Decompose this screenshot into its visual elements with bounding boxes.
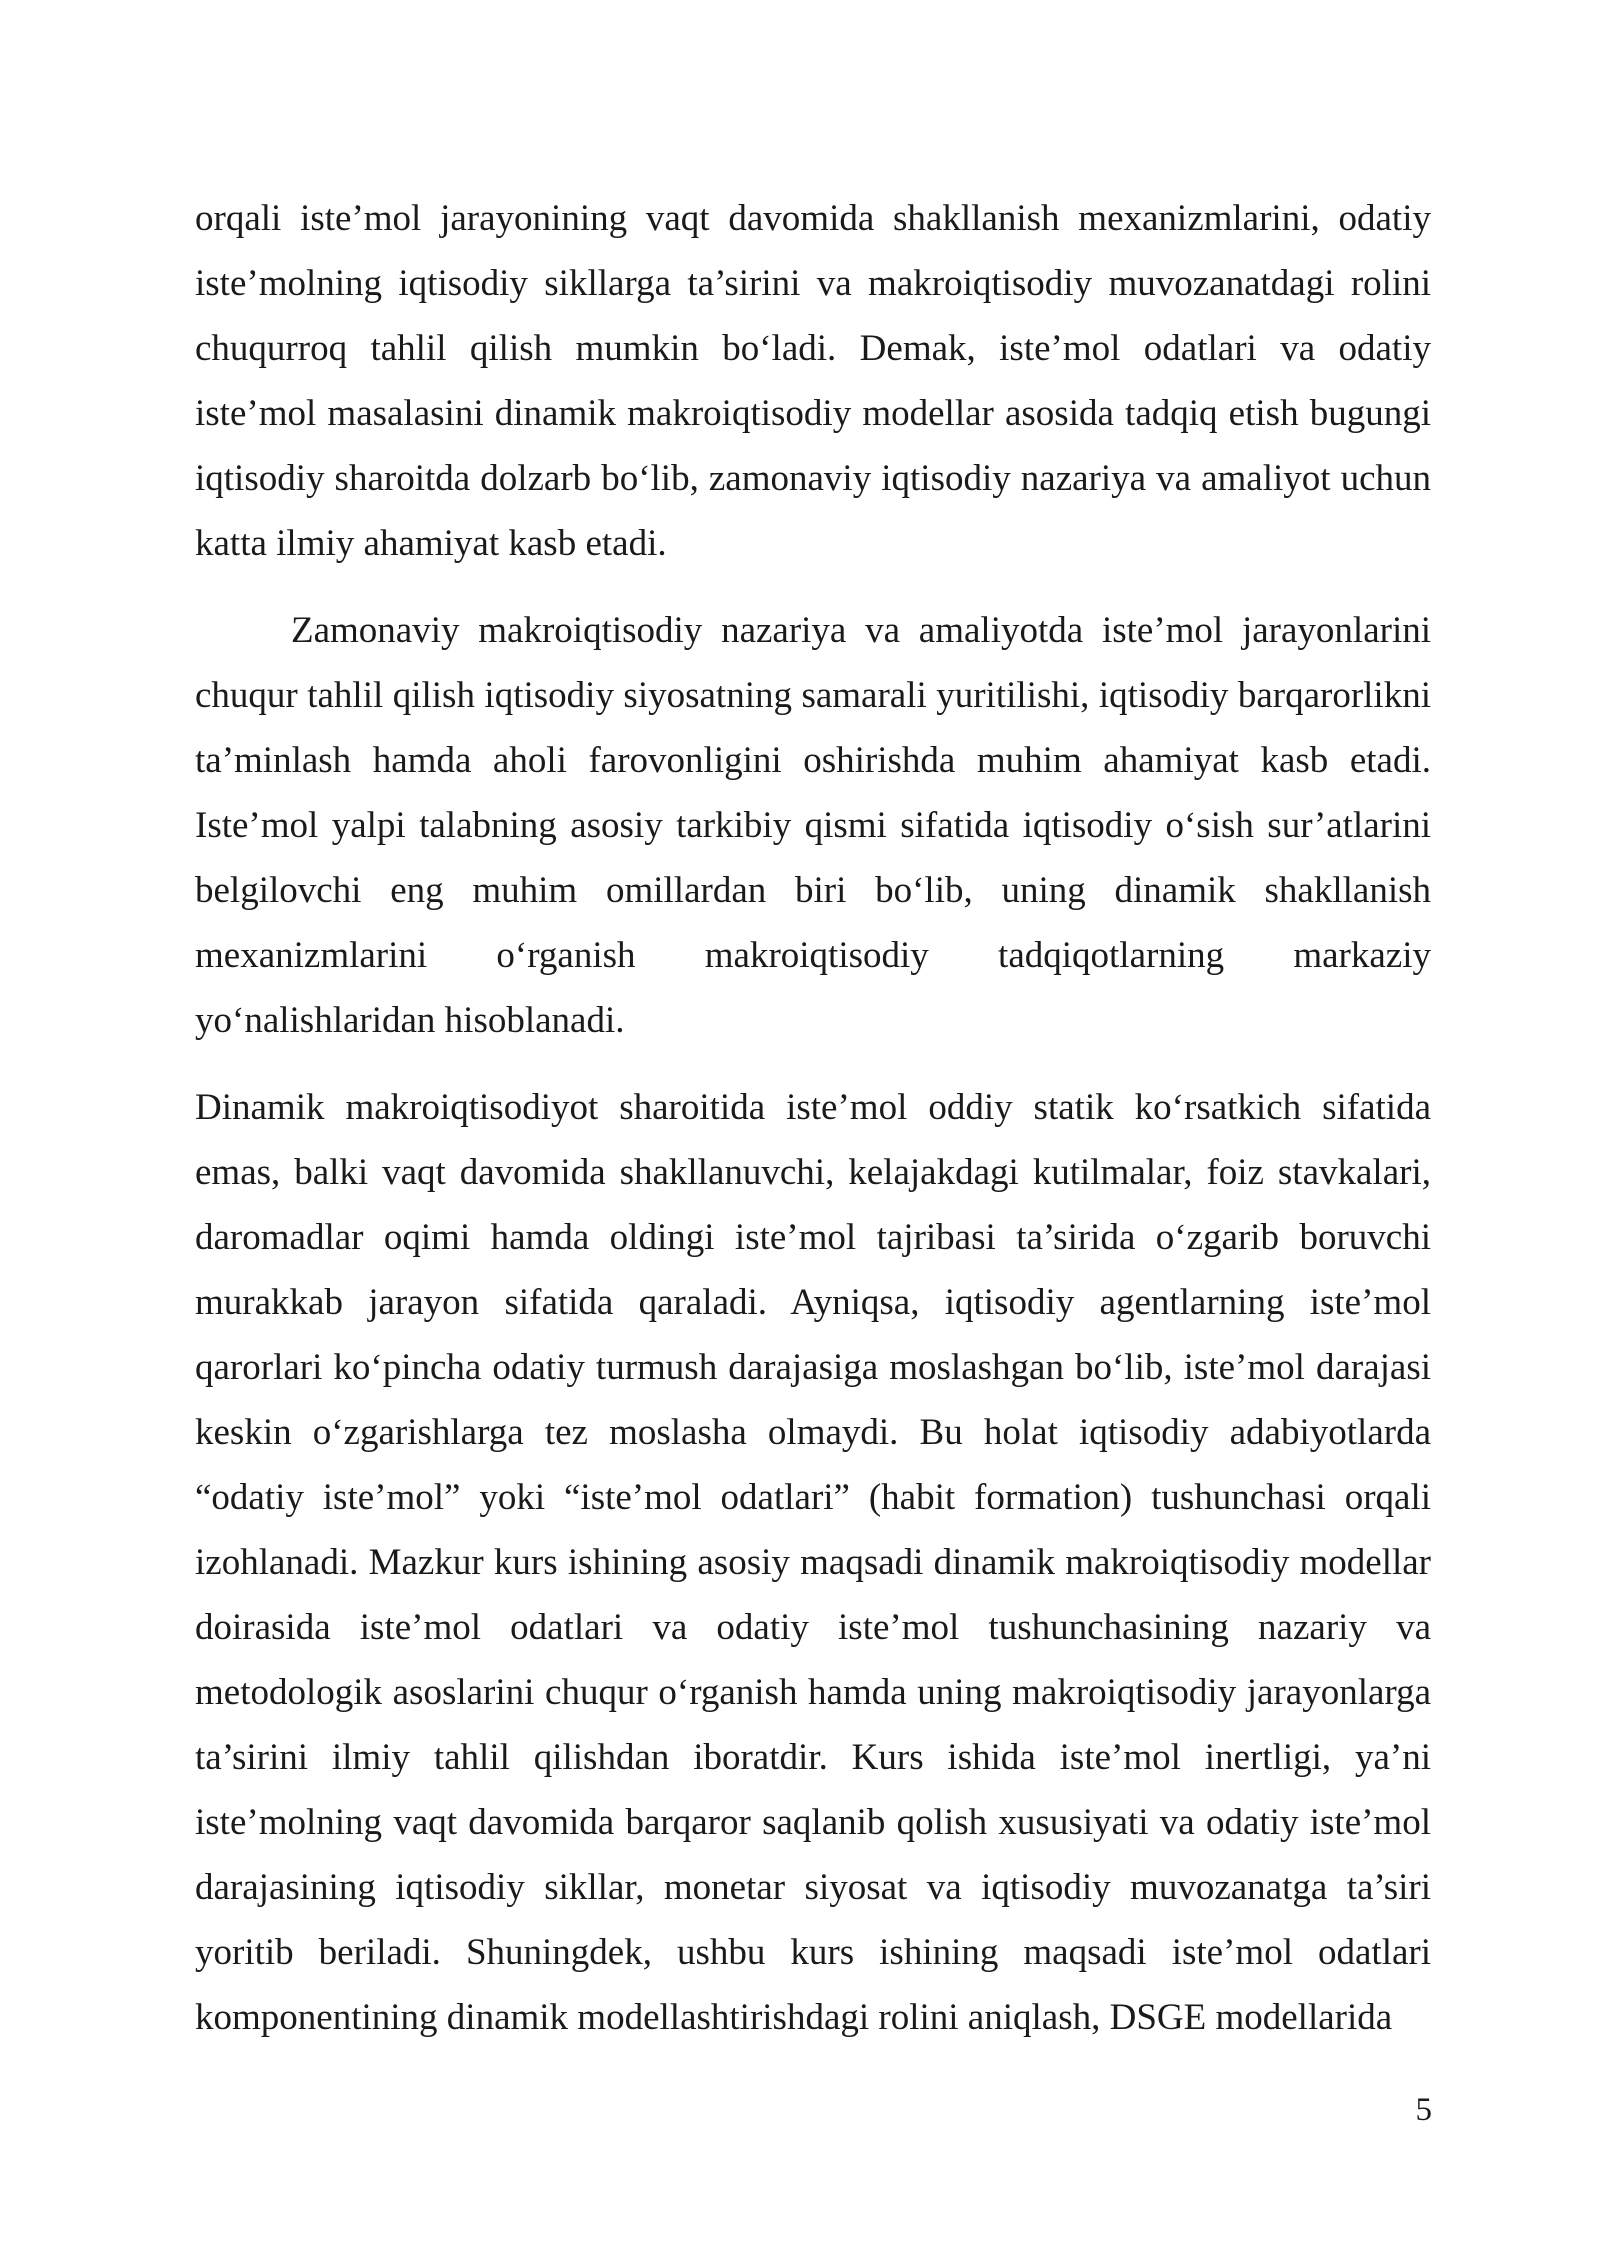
body-text (195, 186, 1431, 2050)
paragraph-continuation: orqali iste’mol jarayonining vaqt davomida shakllanish mexanizmlarini, odatiy iste’molning iqtisodiy sikllarga ta’sirini va makroiqtisodiy muvozanatdagi rolini chuqurroq tahlil qilish mumkin bo‘ladi. Demak, iste’mol odatlari va odatiy iste’mol masalasini dinamik makroiqtisodiy modellar asosida tadqiq etish bugungi iqtisodiy sharoitda dolzarb bo‘lib, zamonaviy iqtisodiy nazariya va amaliyot uchun katta ilmiy ahamiyat kasb etadi. (195, 198, 1431, 564)
paragraph-indented: Zamonaviy makroiqtisodiy nazariya va amaliyotda iste’mol jarayonlarini chuqur tahlil qilish iqtisodiy siyosatning samarali yuritilishi, iqtisodiy barqarorlikni ta’minlash hamda aholi farovonligini oshirishda muhim ahamiyat kasb etadi. Iste’mol yalpi talabning asosiy tarkibiy qismi sifatida iqtisodiy o‘sish sur’atlarini belgilovchi eng muhim omillardan biri bo‘lib, uning dinamik shakllanish mexanizmlarini o‘rganish makroiqtisodiy tadqiqotlarning markaziy yo‘nalishlaridan hisoblanadi. (195, 610, 1431, 1041)
page-number: 5 (1415, 2092, 1432, 2128)
paragraph-main: Dinamik makroiqtisodiyot sharoitida iste’mol oddiy statik ko‘rsatkich sifatida emas, balki vaqt davomida shakllanuvchi, kelajakdagi kutilmalar, foiz stavkalari, daromadlar oqimi hamda oldingi iste’mol tajribasi ta’sirida o‘zgarib boruvchi murakkab jarayon sifatida qaraladi. Ayniqsa, iqtisodiy agentlarning iste’mol qarorlari ko‘pincha odatiy turmush darajasiga moslashgan bo‘lib, iste’mol darajasi keskin o‘zgarishlarga tez moslasha olmaydi. Bu holat iqtisodiy adabiyotlarda “odatiy iste’mol” yoki “iste’mol odatlari” (habit formation) tushunchasi orqali izohlanadi. Mazkur kurs ishining asosiy maqsadi dinamik makroiqtisodiy modellar doirasida iste’mol odatlari va odatiy iste’mol tushunchasining nazariy va metodologik asoslarini chuqur o‘rganish hamda uning makroiqtisodiy jarayonlarga ta’sirini ilmiy tahlil qilishdan iboratdir. Kurs ishida iste’mol inertligi, ya’ni iste’molning vaqt davomida barqaror saqlanib qolish xususiyati va odatiy iste’mol darajasining iqtisodiy sikllar, monetar siyosat va iqtisodiy muvozanatga ta’siri yoritib beriladi. Shuningdek, ushbu kurs ishining maqsadi iste’mol odatlari komponentining dinamik modellashtirishdagi rolini aniqlash, DSGE modellarida (195, 1087, 1431, 2038)
